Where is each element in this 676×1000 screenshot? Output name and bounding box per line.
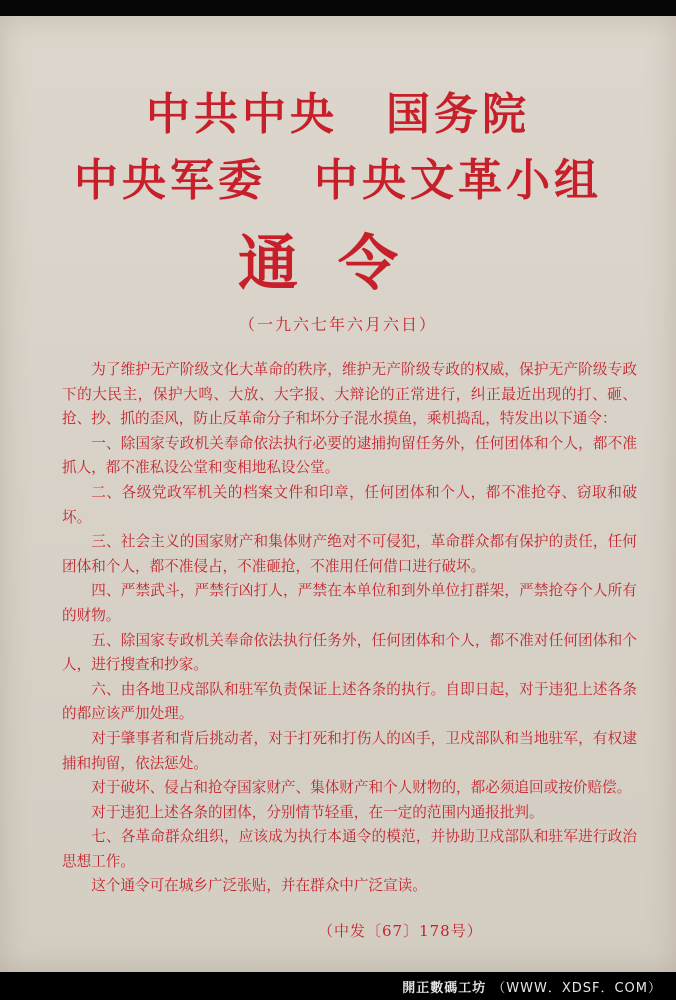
paragraph-item-7: 七、各革命群众组织，应该成为执行本通令的模范，并协助卫戍部队和驻军进行政治思想工作。 xyxy=(62,828,637,870)
issuer-line-2: 中央军委 中央文革小组 xyxy=(74,155,602,206)
paragraph-item-6: 六、由各地卫戍部队和驻军负责保证上述各条的执行。自即日起，对于违犯上述各条的都应该严加处理。 xyxy=(62,680,637,723)
paragraph-item-1: 一、除国家专政机关奉命依法执行必要的逮捕拘留任务外，任何团体和个人，都不准抓人，都不准私设公堂和变相地私设公堂。 xyxy=(62,434,637,477)
watermark xyxy=(402,977,662,996)
top-frame-border xyxy=(0,0,676,16)
document-title: 通令 xyxy=(238,229,438,299)
paragraph-item-2: 二、各级党政军机关的档案文件和印章，任何团体和个人，都不准抢夺、窃取和破坏。 xyxy=(62,483,637,526)
document-date: （一九六七年六月六日） xyxy=(238,315,437,334)
paragraph-item-4: 四、严禁武斗，严禁行凶打人，严禁在本单位和到外单位打群架，严禁抢夺个人所有的财物。 xyxy=(62,582,637,624)
watermark-url: （WWW．XDSF．COM） xyxy=(492,981,662,996)
issuer-line-1: 中共中央 国务院 xyxy=(146,89,530,140)
paragraph-item-6-sub-2: 对于破坏、侵占和抢夺国家财产、集体财产和个人财物的，都必须追回或按价赔偿。 xyxy=(91,779,632,797)
paragraph-preamble: 为了维护无产阶级文化大革命的秩序，维护无产阶级专政的权威，保护无产阶级专政下的大民主，保护大鸣、大放、大字报、大辩论的正常进行，纠正最近出现的打、砸、抢、抄、抓的歪风，防止反革命分子和坏分子混水摸鱼，乘机捣乱，特发出以下通令： xyxy=(62,361,637,428)
watermark-brand: 開正數碼工坊 xyxy=(402,981,487,996)
paragraph-item-6-sub-3: 对于违犯上述各条的团体，分别情节轻重，在一定的范围内通报批判。 xyxy=(91,803,544,821)
paragraph-item-6-sub-1: 对于肇事者和背后挑动者，对于打死和打伤人的凶手，卫戍部队和当地驻军，有权逮捕和拘留，依法惩处。 xyxy=(62,729,637,772)
paragraph-item-3: 三、社会主义的国家财产和集体财产绝对不可侵犯，革命群众都有保护的责任，任何团体和个人，都不准侵占，不准砸抢，不准用任何借口进行破坏。 xyxy=(62,533,637,575)
document-sheet xyxy=(0,16,676,972)
document-body xyxy=(62,358,637,899)
bottom-frame-border xyxy=(0,972,676,1000)
document-number: （中发〔67〕178号） xyxy=(318,922,483,940)
paragraph-item-5: 五、除国家专政机关奉命依法执行任务外，任何团体和个人，都不准对任何团体和个人，进行搜查和抄家。 xyxy=(62,631,637,674)
paragraph-closing: 这个通令可在城乡广泛张贴，并在群众中广泛宣读。 xyxy=(91,877,427,895)
